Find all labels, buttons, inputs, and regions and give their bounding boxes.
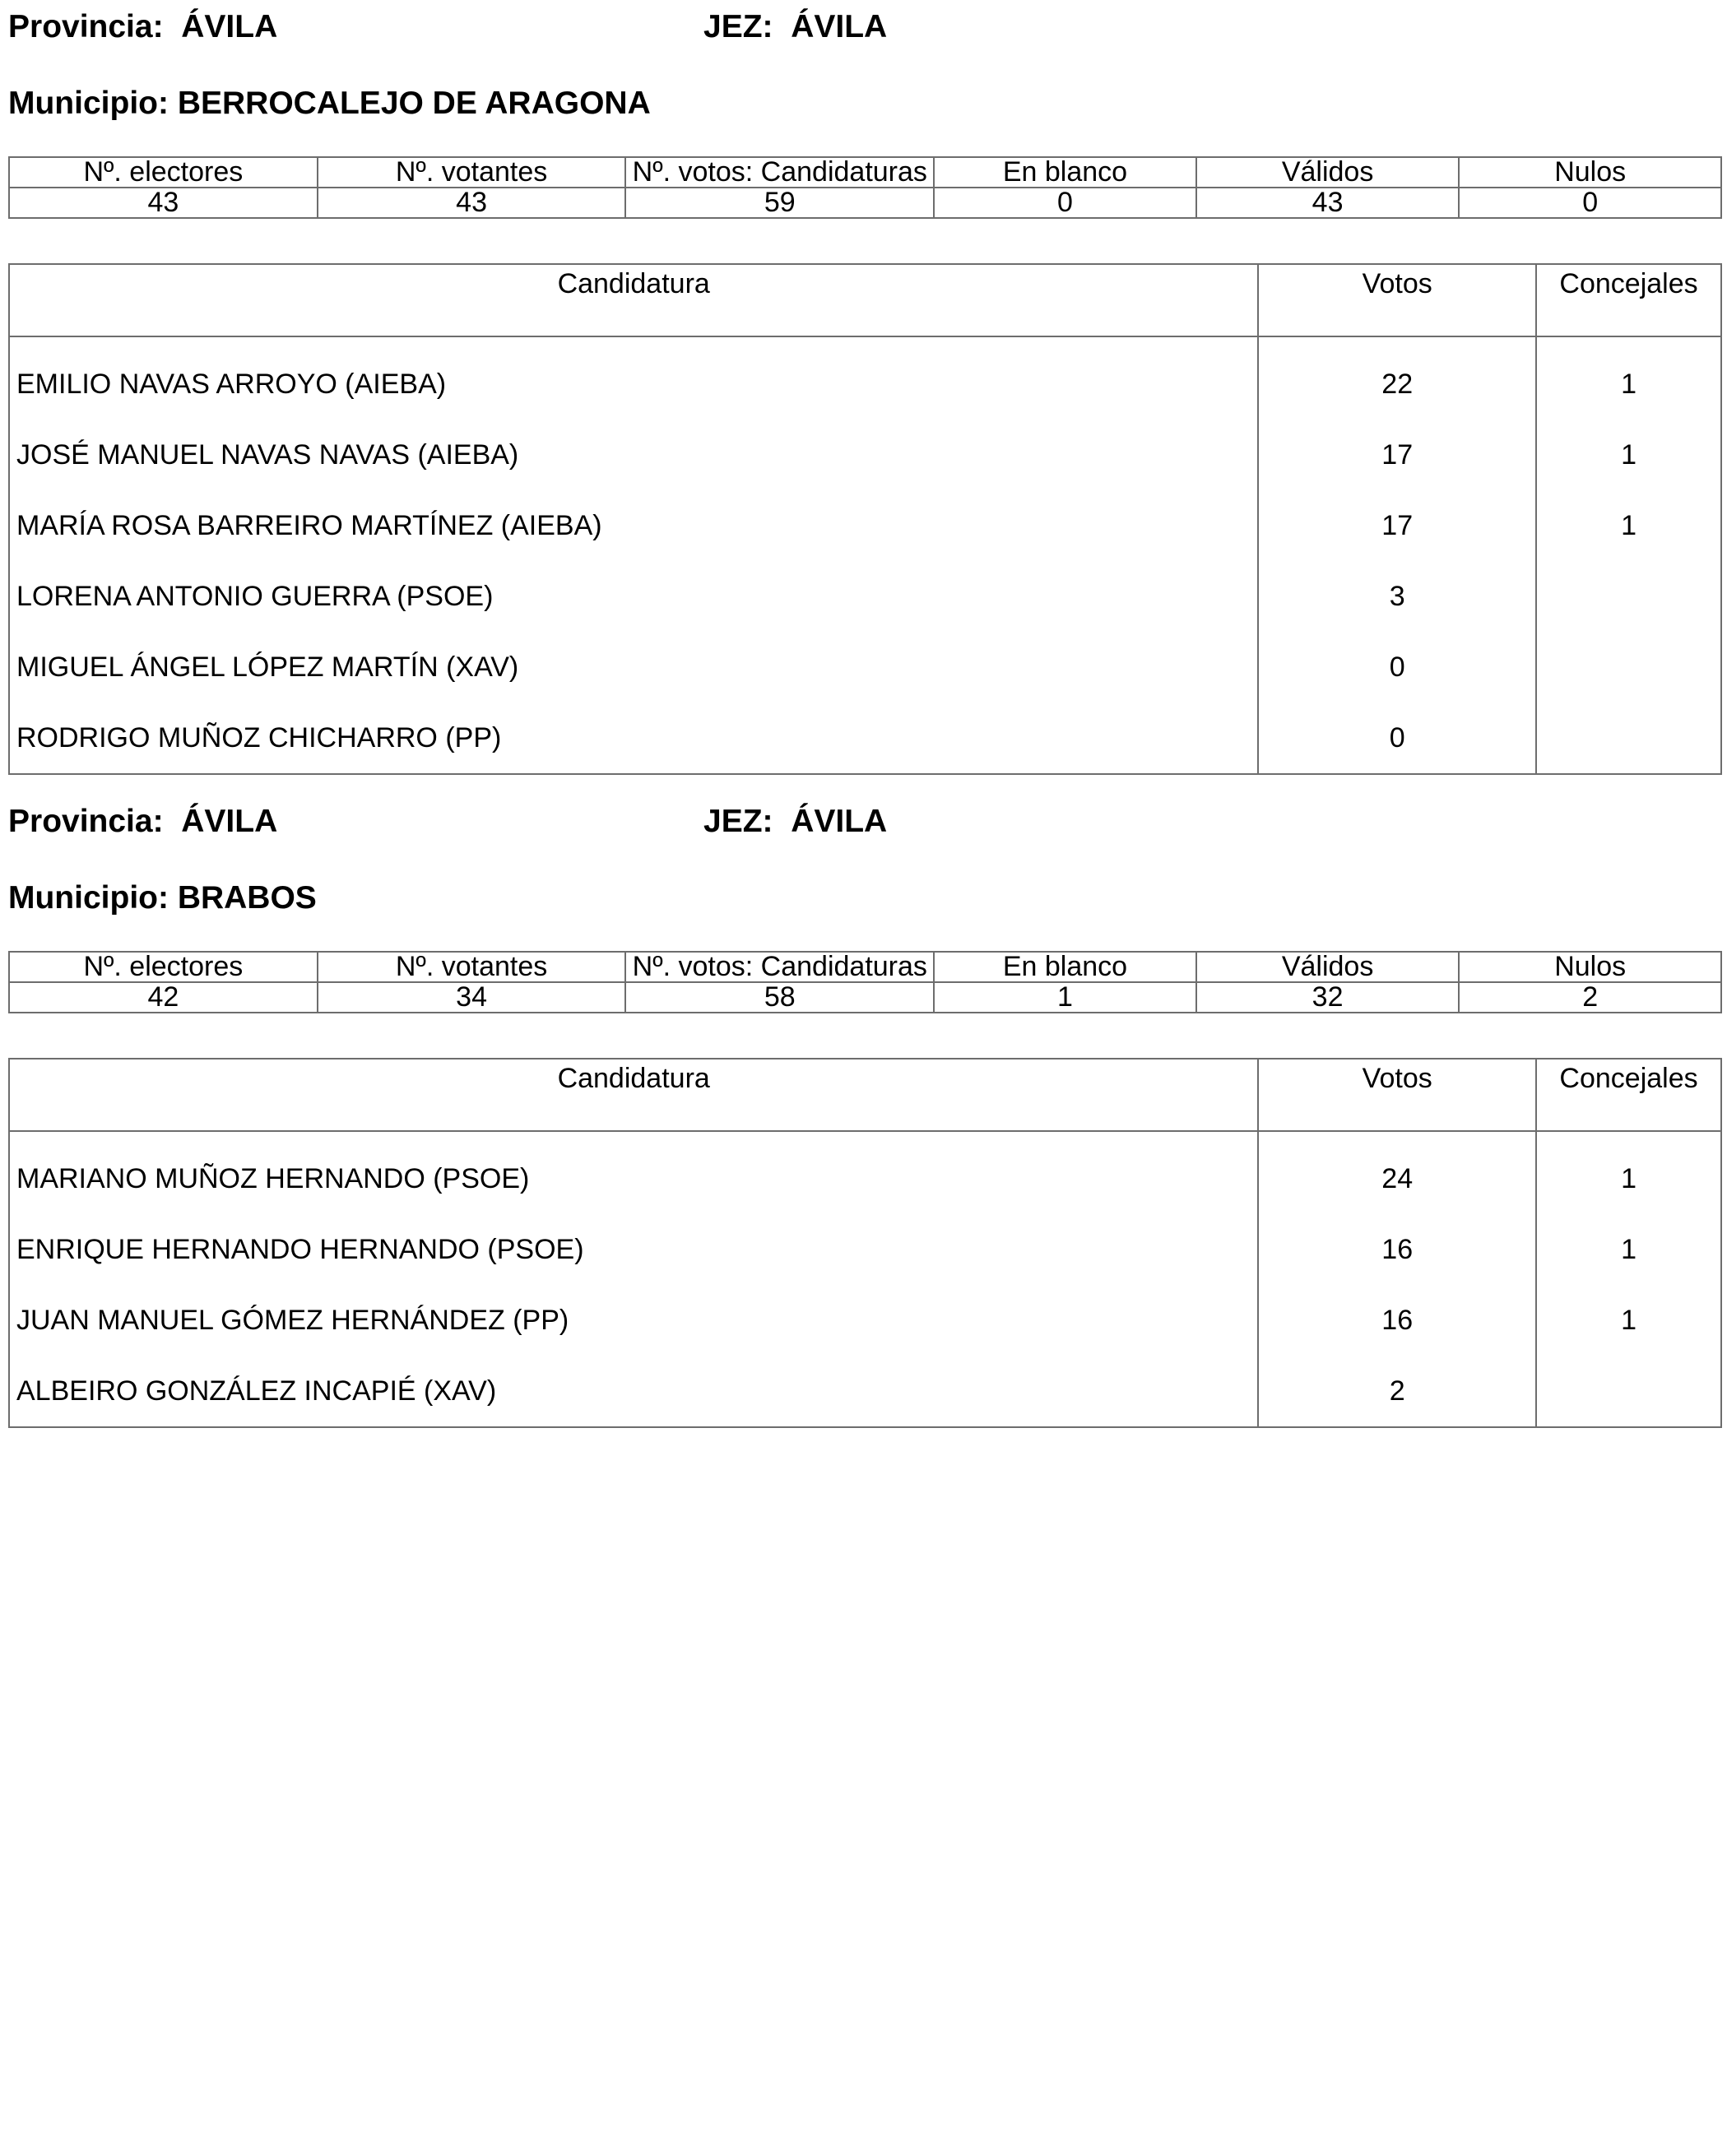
candidate-votos: 17 <box>1258 420 1536 490</box>
provincia-line <box>8 803 277 841</box>
jez-label: JEZ: <box>703 804 773 839</box>
candidates-table <box>8 263 1722 775</box>
stats-value-cell: 34 <box>318 982 626 1013</box>
stats-header-cell: Nulos <box>1459 157 1721 188</box>
candidate-row <box>9 632 1721 702</box>
stats-header-cell: Nº. votos: Candidaturas <box>625 157 934 188</box>
stats-value-cell: 43 <box>318 188 626 218</box>
candidate-votos: 16 <box>1258 1214 1536 1285</box>
stats-header-cell: En blanco <box>934 952 1196 982</box>
candidate-name: RODRIGO MUÑOZ CHICHARRO (PP) <box>9 702 1258 774</box>
jez-line <box>703 8 887 46</box>
stats-table <box>8 951 1722 1013</box>
candidate-name: ALBEIRO GONZÁLEZ INCAPIÉ (XAV) <box>9 1356 1258 1427</box>
provincia-line <box>8 8 277 46</box>
candidate-concejales: 1 <box>1621 1162 1636 1194</box>
candidatura-header: Candidatura <box>9 1059 1258 1131</box>
candidate-concejales: 1 <box>1621 1233 1636 1265</box>
jez-value: ÁVILA <box>791 804 888 839</box>
stats-value-row <box>9 188 1721 218</box>
candidate-name: MIGUEL ÁNGEL LÓPEZ MARTÍN (XAV) <box>9 632 1258 702</box>
candidate-name: MARIANO MUÑOZ HERNANDO (PSOE) <box>9 1131 1258 1214</box>
candidates-table <box>8 1058 1722 1428</box>
municipio-line <box>8 85 651 123</box>
stats-header-row <box>9 157 1721 188</box>
stats-value-cell: 0 <box>1459 188 1721 218</box>
candidate-votos: 3 <box>1258 561 1536 632</box>
candidate-row <box>9 702 1721 774</box>
candidates-header-row <box>9 1059 1721 1131</box>
candidate-concejales: 1 <box>1621 1304 1636 1336</box>
candidatura-header: Candidatura <box>9 264 1258 336</box>
stats-header-row <box>9 952 1721 982</box>
candidate-row <box>9 1214 1721 1285</box>
stats-header-cell: Válidos <box>1196 157 1460 188</box>
candidate-votos: 22 <box>1258 336 1536 420</box>
jez-value: ÁVILA <box>791 9 888 44</box>
stats-value-cell: 42 <box>9 982 318 1013</box>
candidate-concejales <box>1536 1356 1721 1427</box>
candidate-name: EMILIO NAVAS ARROYO (AIEBA) <box>9 336 1258 420</box>
candidate-row <box>9 420 1721 490</box>
candidate-name: LORENA ANTONIO GUERRA (PSOE) <box>9 561 1258 632</box>
candidate-row <box>9 336 1721 420</box>
jez-label: JEZ: <box>703 9 773 44</box>
stats-value-cell: 32 <box>1196 982 1460 1013</box>
candidate-name: MARÍA ROSA BARREIRO MARTÍNEZ (AIEBA) <box>9 490 1258 561</box>
municipio-value: BRABOS <box>177 880 317 916</box>
stats-header-cell: Nº. votos: Candidaturas <box>625 952 934 982</box>
candidate-concejales: 1 <box>1621 368 1636 400</box>
municipio-label: Municipio: <box>8 880 169 916</box>
stats-header-cell: Nº. electores <box>9 952 318 982</box>
candidate-row <box>9 561 1721 632</box>
municipio-label: Municipio: <box>8 86 169 121</box>
concejales-header: Concejales <box>1536 1059 1721 1131</box>
candidate-concejales <box>1536 702 1721 774</box>
candidate-name: JUAN MANUEL GÓMEZ HERNÁNDEZ (PP) <box>9 1285 1258 1356</box>
candidate-concejales: 1 <box>1621 509 1636 541</box>
concejales-header: Concejales <box>1536 264 1721 336</box>
candidate-row <box>9 1285 1721 1356</box>
stats-value-cell: 2 <box>1459 982 1721 1013</box>
candidate-name: ENRIQUE HERNANDO HERNANDO (PSOE) <box>9 1214 1258 1285</box>
candidate-votos: 0 <box>1258 632 1536 702</box>
votos-header: Votos <box>1258 1059 1536 1131</box>
stats-value-cell: 58 <box>625 982 934 1013</box>
municipio-line <box>8 879 317 917</box>
stats-header-cell: En blanco <box>934 157 1196 188</box>
jez-line <box>703 803 887 841</box>
stats-header-cell: Nº. votantes <box>318 157 626 188</box>
municipio-value: BERROCALEJO DE ARAGONA <box>177 86 651 121</box>
candidate-votos: 2 <box>1258 1356 1536 1427</box>
candidate-concejales: 1 <box>1621 438 1636 471</box>
provincia-label: Provincia: <box>8 804 164 839</box>
candidates-header-row <box>9 264 1721 336</box>
provincia-value: ÁVILA <box>181 804 278 839</box>
candidate-row <box>9 490 1721 561</box>
candidate-concejales <box>1536 561 1721 632</box>
stats-table <box>8 156 1722 219</box>
votos-header: Votos <box>1258 264 1536 336</box>
candidate-row <box>9 1356 1721 1427</box>
candidate-votos: 0 <box>1258 702 1536 774</box>
provincia-label: Provincia: <box>8 9 164 44</box>
candidate-votos: 17 <box>1258 490 1536 561</box>
stats-value-cell: 0 <box>934 188 1196 218</box>
stats-value-row <box>9 982 1721 1013</box>
candidate-name: JOSÉ MANUEL NAVAS NAVAS (AIEBA) <box>9 420 1258 490</box>
stats-value-cell: 43 <box>1196 188 1460 218</box>
provincia-value: ÁVILA <box>181 9 278 44</box>
stats-header-cell: Válidos <box>1196 952 1460 982</box>
stats-value-cell: 1 <box>934 982 1196 1013</box>
candidate-row <box>9 1131 1721 1214</box>
candidate-votos: 24 <box>1258 1131 1536 1214</box>
stats-value-cell: 59 <box>625 188 934 218</box>
candidate-concejales <box>1536 632 1721 702</box>
stats-header-cell: Nulos <box>1459 952 1721 982</box>
stats-value-cell: 43 <box>9 188 318 218</box>
stats-header-cell: Nº. votantes <box>318 952 626 982</box>
candidate-votos: 16 <box>1258 1285 1536 1356</box>
stats-header-cell: Nº. electores <box>9 157 318 188</box>
